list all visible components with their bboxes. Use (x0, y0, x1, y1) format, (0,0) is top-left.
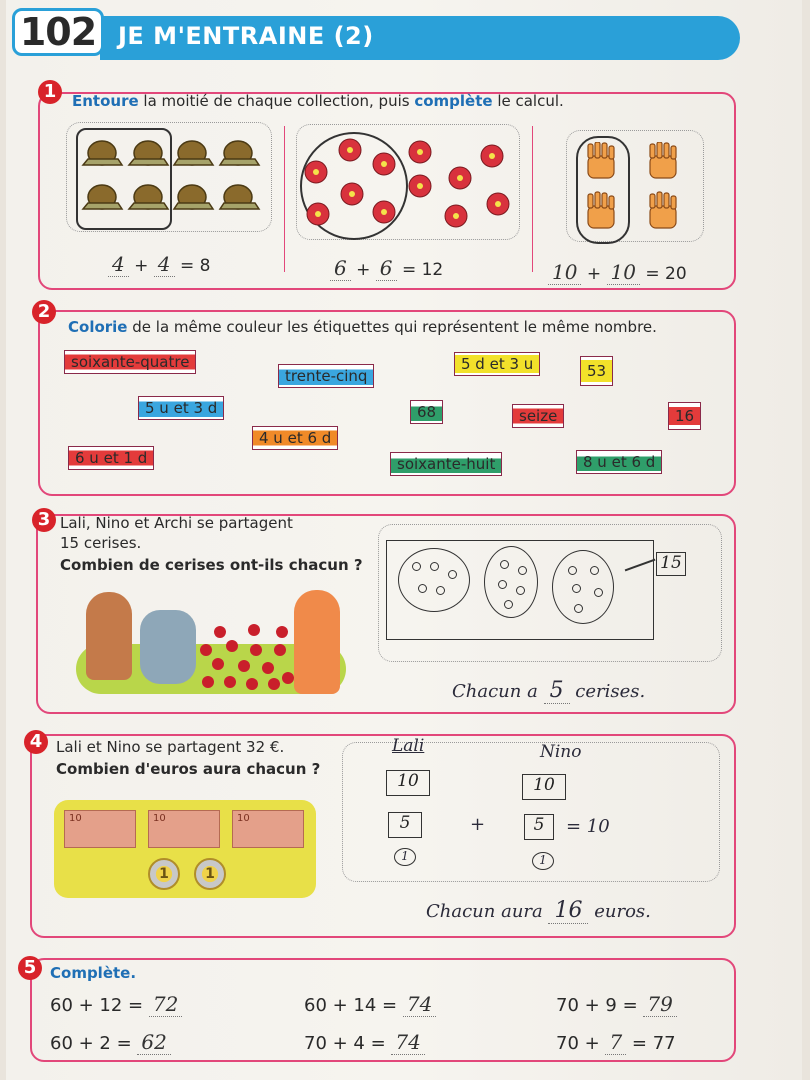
nino-5: 5 (524, 814, 554, 840)
tag-5d-3u[interactable]: 5 d et 3 u (454, 352, 540, 376)
keyword-colorie: Colorie (68, 318, 128, 336)
snail-icon (83, 185, 122, 209)
boy-nino (294, 590, 340, 694)
page-title: JE M'ENTRAINE (2) (118, 22, 374, 50)
ex5-calc-5: 70 + 4 = 74 (304, 1030, 425, 1054)
ex4-answer: Chacun aura 16 euros. (426, 898, 651, 923)
ex5-answer-2[interactable]: 74 (403, 992, 436, 1017)
coin-1-euro: 1 (148, 858, 180, 890)
children-cherries-illustration (66, 584, 352, 700)
exercise-5-instruction: Complète. (50, 964, 137, 982)
exercise-1-number: 1 (38, 80, 62, 104)
ex5-answer-6[interactable]: 7 (605, 1030, 626, 1055)
exercise-2-number: 2 (32, 300, 56, 324)
answer-flowers-a[interactable]: 6 (330, 256, 351, 281)
snail-icon (174, 185, 213, 209)
page-number: 102 (12, 8, 104, 56)
girl-lali (86, 592, 132, 680)
coin-1-euro: 1 (194, 858, 226, 890)
tag-16[interactable]: 16 (668, 402, 701, 430)
snails-illustration (78, 135, 268, 225)
hand-icon (588, 142, 614, 178)
answer-euros[interactable]: 16 (548, 898, 588, 924)
tag-trente-cinq[interactable]: trente-cinq (278, 364, 374, 388)
coin-lali: 1 (394, 848, 416, 866)
banknote-10: 10 (64, 810, 136, 848)
coin-nino: 1 (532, 852, 554, 870)
lali-5: 5 (388, 812, 422, 838)
ex5-calc-4: 60 + 2 = 62 (50, 1030, 171, 1054)
exercise-3-question: Combien de cerises ont-ils chacun ? (60, 556, 363, 574)
tag-4u-6d[interactable]: 4 u et 6 d (252, 426, 338, 450)
answer-flowers-b[interactable]: 6 (376, 256, 397, 281)
snail-icon (83, 141, 122, 165)
snail-icon (129, 141, 168, 165)
hand-icon (650, 192, 676, 228)
ex5-calc-3: 70 + 9 = 79 (556, 992, 677, 1016)
tag-6u-1d[interactable]: 6 u et 1 d (68, 446, 154, 470)
tag-68[interactable]: 68 (410, 400, 443, 424)
sum-equals: = 10 (566, 816, 610, 837)
exercise-4-line1: Lali et Nino se partagent 32 €. (56, 738, 285, 756)
divider (284, 126, 285, 272)
divider (532, 126, 533, 272)
calc-hands: 10 + 10 = 20 (548, 260, 687, 284)
ex5-answer-1[interactable]: 72 (149, 992, 182, 1017)
ex5-calc-6: 70 + 7 = 77 (556, 1030, 676, 1054)
ex5-answer-5[interactable]: 74 (391, 1030, 424, 1055)
label-lali: Lali (392, 736, 425, 756)
tag-53[interactable]: 53 (580, 356, 613, 386)
hand-icon (588, 192, 614, 228)
snail-icon (174, 141, 213, 165)
plus-sign: + (470, 814, 486, 835)
banknote-10: 10 (148, 810, 220, 848)
snail-icon (129, 185, 168, 209)
snail-icon (220, 185, 259, 209)
calc-flowers: 6 + 6 = 12 (330, 256, 443, 280)
flowers-illustration (300, 132, 520, 236)
answer-hands-a[interactable]: 10 (548, 260, 581, 285)
keyword-entoure: Entoure (72, 92, 139, 110)
hand-icon (650, 142, 676, 178)
nino-10: 10 (522, 774, 566, 800)
exercise-4-question: Combien d'euros aura chacun ? (56, 760, 321, 778)
keyword-complete: complète (414, 92, 493, 110)
exercise-2-instruction: Colorie de la même couleur les étiquettes qui représentent le même nombre. (68, 318, 657, 336)
ex5-answer-4[interactable]: 62 (137, 1030, 170, 1055)
answer-hands-b[interactable]: 10 (607, 260, 640, 285)
ex3-answer: Chacun a 5 cerises. (452, 678, 646, 703)
exercise-4-number: 4 (24, 730, 48, 754)
tag-soixante-huit[interactable]: soixante-huit (390, 452, 502, 476)
tag-5u-3d[interactable]: 5 u et 3 d (138, 396, 224, 420)
answer-cherries[interactable]: 5 (544, 678, 570, 704)
plate-lali (398, 548, 470, 612)
exercise-3-line2: 15 cerises. (60, 534, 142, 552)
elephant-archi (140, 610, 196, 684)
answer-snails-b[interactable]: 4 (154, 252, 175, 277)
tag-8u-6d[interactable]: 8 u et 6 d (576, 450, 662, 474)
ex5-answer-3[interactable]: 79 (643, 992, 676, 1017)
lali-10: 10 (386, 770, 430, 796)
calc-snails: 4 + 4 = 8 (108, 252, 210, 276)
ex5-calc-1: 60 + 12 = 72 (50, 992, 182, 1016)
hands-illustration (580, 142, 700, 238)
tag-soixante-quatre[interactable]: soixante-quatre (64, 350, 196, 374)
exercise-1-instruction: Entoure la moitié de chaque collection, puis complète le calcul. (72, 92, 564, 110)
exercise-5-number: 5 (18, 956, 42, 980)
exercise-3-number: 3 (32, 508, 56, 532)
answer-snails-a[interactable]: 4 (108, 252, 129, 277)
snail-icon (220, 141, 259, 165)
banknote-10: 10 (232, 810, 304, 848)
total-box: 15 (656, 552, 686, 576)
ex5-calc-2: 60 + 14 = 74 (304, 992, 436, 1016)
tag-seize[interactable]: seize (512, 404, 564, 428)
label-nino: Nino (540, 742, 582, 762)
plate-archi (552, 550, 614, 624)
exercise-3-line1: Lali, Nino et Archi se partagent (60, 514, 293, 532)
